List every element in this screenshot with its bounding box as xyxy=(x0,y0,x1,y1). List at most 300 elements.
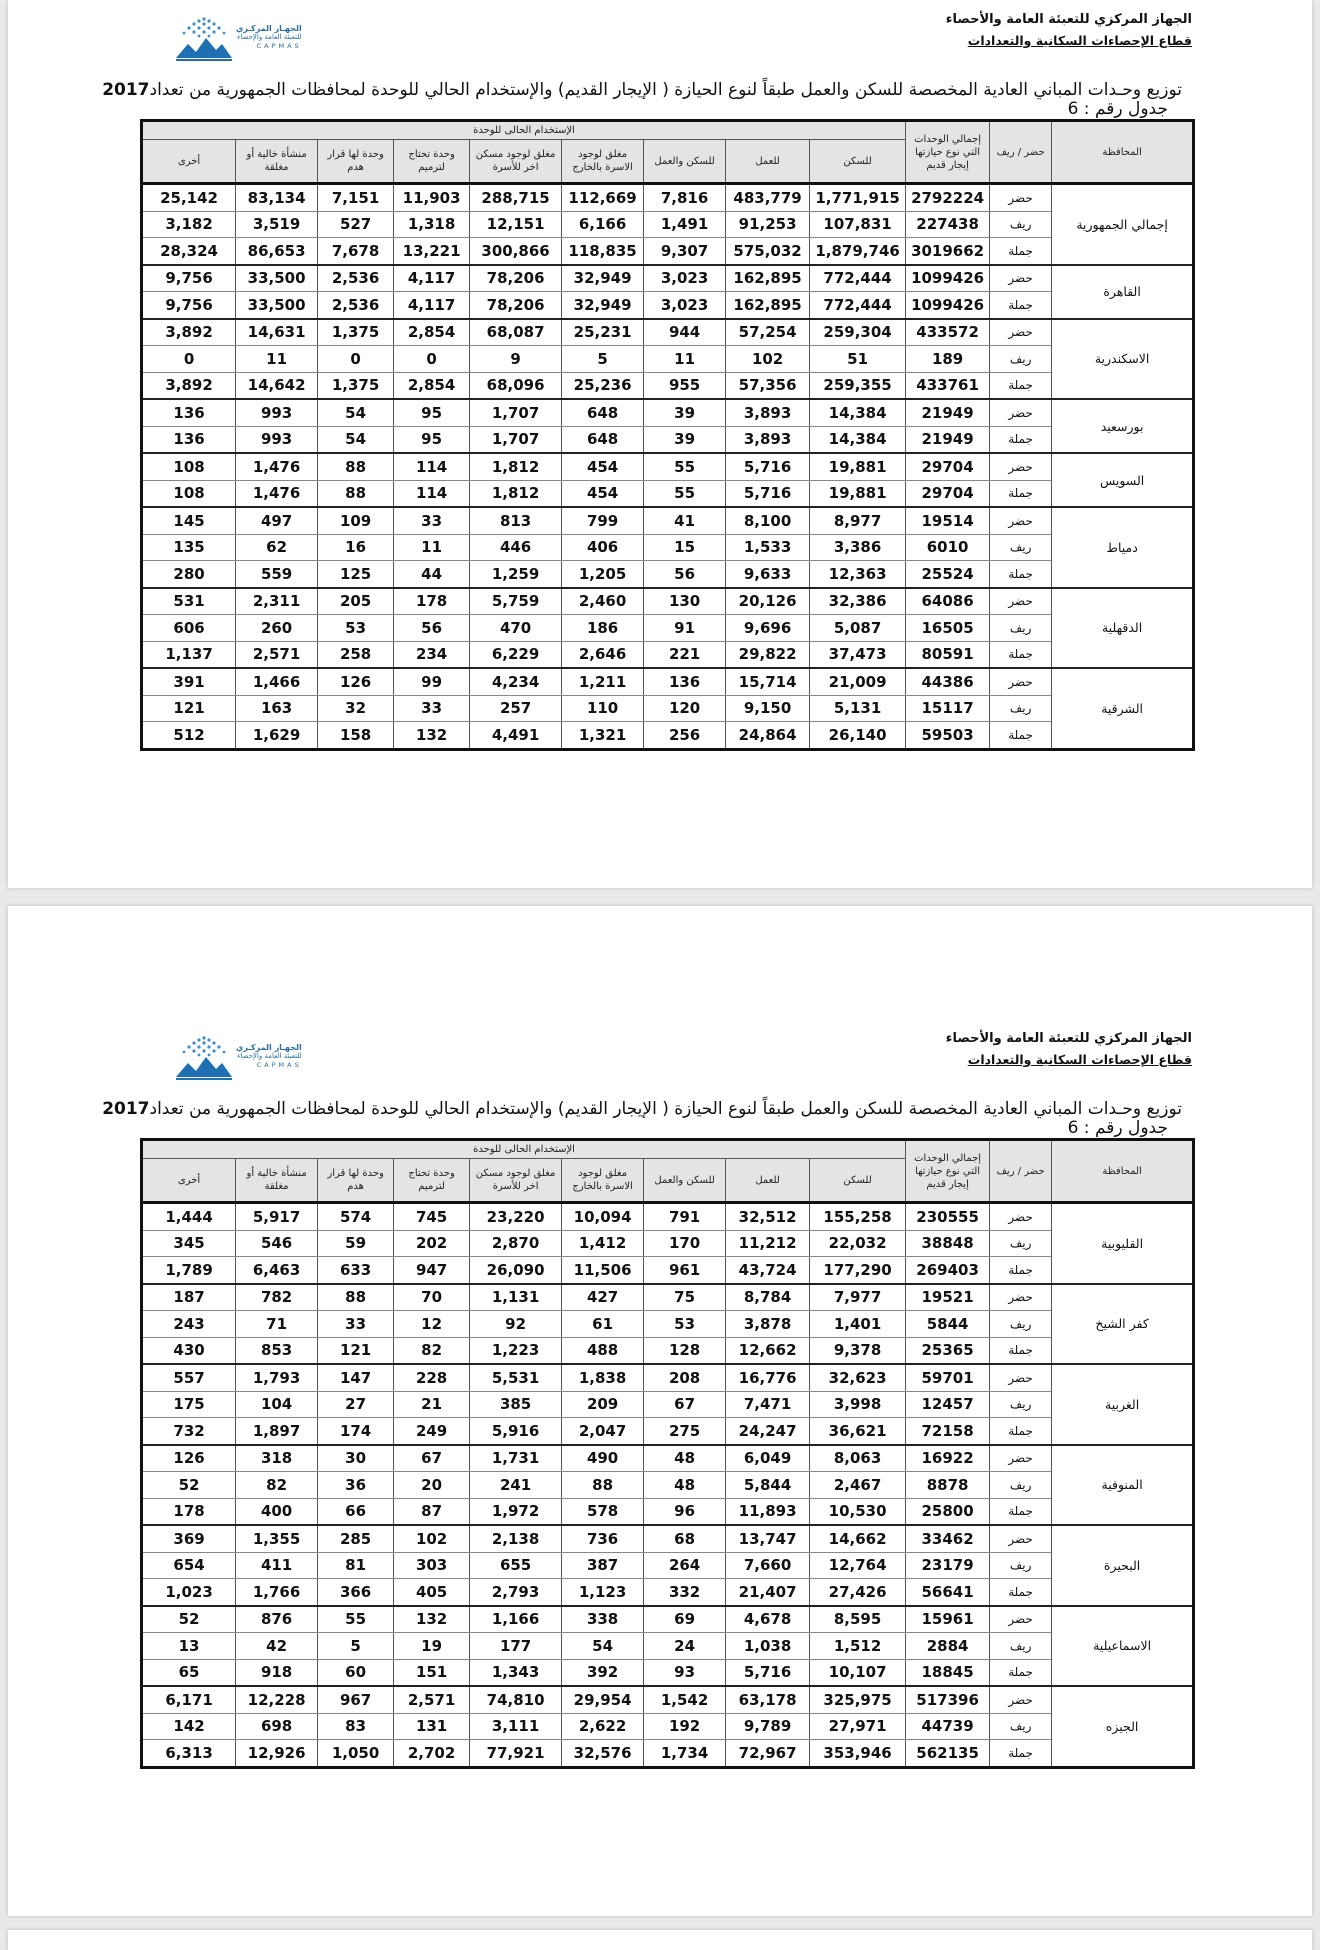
closed-other-cell: 1,812 xyxy=(470,453,562,480)
renovation-cell: 33 xyxy=(394,695,470,722)
capmas-logo-icon xyxy=(174,1033,234,1081)
residence-cell: 5,087 xyxy=(810,615,906,642)
area-type-cell: جملة xyxy=(990,1659,1052,1686)
other-cell: 65 xyxy=(142,1659,236,1686)
header-work: للعمل xyxy=(726,1159,810,1203)
other-cell: 512 xyxy=(142,722,236,750)
renovation-cell: 33 xyxy=(394,507,470,534)
other-cell: 3,182 xyxy=(142,211,236,238)
res-work-cell: 7,816 xyxy=(644,184,726,212)
table-title xyxy=(102,1099,1192,1119)
vacant-cell: 1,476 xyxy=(236,453,318,480)
res-work-cell: 69 xyxy=(644,1606,726,1633)
table-row xyxy=(142,1686,1194,1713)
res-work-cell: 264 xyxy=(644,1552,726,1579)
governorate-group xyxy=(142,453,1194,507)
vacant-cell: 260 xyxy=(236,615,318,642)
governorate-group xyxy=(142,1525,1194,1606)
renovation-cell: 12 xyxy=(394,1311,470,1338)
total-cell: 80591 xyxy=(906,641,990,668)
total-cell: 29704 xyxy=(906,453,990,480)
other-cell: 243 xyxy=(142,1311,236,1338)
res-work-cell: 275 xyxy=(644,1418,726,1445)
renovation-cell: 102 xyxy=(394,1525,470,1552)
other-cell: 531 xyxy=(142,588,236,615)
area-type-cell: جملة xyxy=(990,426,1052,453)
closed-other-cell: 5,531 xyxy=(470,1364,562,1391)
total-cell: 64086 xyxy=(906,588,990,615)
demolition-cell: 59 xyxy=(318,1230,394,1257)
total-cell: 1099426 xyxy=(906,292,990,319)
governorate-name: الجيزه xyxy=(1052,1686,1194,1767)
governorate-group xyxy=(142,319,1194,400)
table-row xyxy=(142,1364,1194,1391)
closed-other-cell: 5,759 xyxy=(470,588,562,615)
demolition-cell: 27 xyxy=(318,1391,394,1418)
residence-cell: 325,975 xyxy=(810,1686,906,1713)
table-title-year: 2017 xyxy=(102,80,150,100)
other-cell: 9,756 xyxy=(142,265,236,292)
res-work-cell: 136 xyxy=(644,668,726,695)
work-cell: 9,633 xyxy=(726,561,810,588)
table-row xyxy=(142,507,1194,534)
residence-cell: 353,946 xyxy=(810,1740,906,1768)
demolition-cell: 5 xyxy=(318,1633,394,1660)
closed-other-cell: 1,166 xyxy=(470,1606,562,1633)
other-cell: 557 xyxy=(142,1364,236,1391)
closed-other-cell: 78,206 xyxy=(470,292,562,319)
governorate-name: الاسكندرية xyxy=(1052,319,1194,400)
total-cell: 2884 xyxy=(906,1633,990,1660)
res-work-cell: 68 xyxy=(644,1525,726,1552)
closed-other-cell: 26,090 xyxy=(470,1257,562,1284)
work-cell: 32,512 xyxy=(726,1203,810,1231)
res-work-cell: 961 xyxy=(644,1257,726,1284)
agency-header xyxy=(946,1031,1192,1067)
table-row xyxy=(142,346,1194,373)
header-residence: للسكن xyxy=(810,140,906,184)
work-cell: 5,844 xyxy=(726,1472,810,1499)
other-cell: 1,444 xyxy=(142,1203,236,1231)
table-row xyxy=(142,1525,1194,1552)
renovation-cell: 11 xyxy=(394,534,470,561)
header-renovation: وحدة تحتاج لترميم xyxy=(394,1159,470,1203)
table-row xyxy=(142,292,1194,319)
table-row xyxy=(142,1713,1194,1740)
closed-other-cell: 4,491 xyxy=(470,722,562,750)
closed-other-cell: 6,229 xyxy=(470,641,562,668)
closed-other-cell: 1,731 xyxy=(470,1445,562,1472)
res-work-cell: 39 xyxy=(644,399,726,426)
closed-other-cell: 92 xyxy=(470,1311,562,1338)
total-cell: 18845 xyxy=(906,1659,990,1686)
area-type-cell: ريف xyxy=(990,1391,1052,1418)
closed-other-cell: 1,343 xyxy=(470,1659,562,1686)
closed-other-cell: 12,151 xyxy=(470,211,562,238)
governorate-name: دمياط xyxy=(1052,507,1194,588)
demolition-cell: 633 xyxy=(318,1257,394,1284)
table-number: جدول رقم : 6 xyxy=(1067,1118,1168,1138)
governorate-group xyxy=(142,1606,1194,1687)
res-work-cell: 55 xyxy=(644,480,726,507)
area-type-cell: ريف xyxy=(990,1311,1052,1338)
res-work-cell: 9,307 xyxy=(644,238,726,265)
area-type-cell: ريف xyxy=(990,534,1052,561)
vacant-cell: 400 xyxy=(236,1498,318,1525)
residence-cell: 772,444 xyxy=(810,292,906,319)
closed-other-cell: 1,131 xyxy=(470,1284,562,1311)
other-cell: 6,313 xyxy=(142,1740,236,1768)
table-row xyxy=(142,1337,1194,1364)
total-cell: 33462 xyxy=(906,1525,990,1552)
res-work-cell: 67 xyxy=(644,1391,726,1418)
vacant-cell: 163 xyxy=(236,695,318,722)
closed-other-cell: 655 xyxy=(470,1552,562,1579)
closed-other-cell: 257 xyxy=(470,695,562,722)
logo-line-1: الجهـاز المركـزي xyxy=(236,1043,302,1052)
area-type-cell: جملة xyxy=(990,561,1052,588)
closed-other-cell: 385 xyxy=(470,1391,562,1418)
renovation-cell: 95 xyxy=(394,399,470,426)
logo-caption xyxy=(236,24,302,50)
residence-cell: 19,881 xyxy=(810,480,906,507)
header-current-use: الإستخدام الحالى للوحدة xyxy=(142,1140,906,1159)
vacant-cell: 1,476 xyxy=(236,480,318,507)
other-cell: 732 xyxy=(142,1418,236,1445)
vacant-cell: 993 xyxy=(236,426,318,453)
closed-other-cell: 1,812 xyxy=(470,480,562,507)
residence-cell: 259,355 xyxy=(810,372,906,399)
demolition-cell: 7,678 xyxy=(318,238,394,265)
work-cell: 7,660 xyxy=(726,1552,810,1579)
total-cell: 5844 xyxy=(906,1311,990,1338)
res-work-cell: 955 xyxy=(644,372,726,399)
demolition-cell: 30 xyxy=(318,1445,394,1472)
work-cell: 24,864 xyxy=(726,722,810,750)
residence-cell: 772,444 xyxy=(810,265,906,292)
closed-other-cell: 9 xyxy=(470,346,562,373)
demolition-cell: 147 xyxy=(318,1364,394,1391)
residence-cell: 3,998 xyxy=(810,1391,906,1418)
closed-abroad-cell: 392 xyxy=(562,1659,644,1686)
res-work-cell: 130 xyxy=(644,588,726,615)
vacant-cell: 876 xyxy=(236,1606,318,1633)
demolition-cell: 16 xyxy=(318,534,394,561)
closed-abroad-cell: 387 xyxy=(562,1552,644,1579)
header-closed-other: مغلق لوجود مسكن اخر للأسرة xyxy=(470,140,562,184)
page-header xyxy=(140,1031,1192,1091)
area-type-cell: جملة xyxy=(990,1579,1052,1606)
res-work-cell: 75 xyxy=(644,1284,726,1311)
vacant-cell: 5,917 xyxy=(236,1203,318,1231)
work-cell: 57,254 xyxy=(726,319,810,346)
work-cell: 9,696 xyxy=(726,615,810,642)
governorate-name: الغربية xyxy=(1052,1364,1194,1445)
other-cell: 25,142 xyxy=(142,184,236,212)
governorate-name: كفر الشيخ xyxy=(1052,1284,1194,1365)
work-cell: 72,967 xyxy=(726,1740,810,1768)
demolition-cell: 205 xyxy=(318,588,394,615)
table-row xyxy=(142,1311,1194,1338)
total-cell: 72158 xyxy=(906,1418,990,1445)
governorate-group xyxy=(142,184,1194,265)
vacant-cell: 411 xyxy=(236,1552,318,1579)
renovation-cell: 151 xyxy=(394,1659,470,1686)
table-row xyxy=(142,588,1194,615)
other-cell: 136 xyxy=(142,426,236,453)
header-governorate: المحافظة xyxy=(1052,1140,1194,1203)
vacant-cell: 2,311 xyxy=(236,588,318,615)
area-type-cell: جملة xyxy=(990,1498,1052,1525)
area-type-cell: حضر xyxy=(990,668,1052,695)
renovation-cell: 947 xyxy=(394,1257,470,1284)
total-cell: 12457 xyxy=(906,1391,990,1418)
closed-abroad-cell: 578 xyxy=(562,1498,644,1525)
res-work-cell: 3,023 xyxy=(644,292,726,319)
other-cell: 13 xyxy=(142,1633,236,1660)
area-type-cell: ريف xyxy=(990,1713,1052,1740)
renovation-cell: 228 xyxy=(394,1364,470,1391)
table-header xyxy=(142,1140,1194,1203)
total-cell: 2792224 xyxy=(906,184,990,212)
demolition-cell: 55 xyxy=(318,1606,394,1633)
table-row xyxy=(142,426,1194,453)
area-type-cell: حضر xyxy=(990,184,1052,212)
header-res-work: للسكن والعمل xyxy=(644,1159,726,1203)
table-row xyxy=(142,238,1194,265)
demolition-cell: 366 xyxy=(318,1579,394,1606)
renovation-cell: 132 xyxy=(394,1606,470,1633)
work-cell: 12,662 xyxy=(726,1337,810,1364)
logo-line-3: CAPMAS xyxy=(256,1061,302,1069)
closed-abroad-cell: 25,231 xyxy=(562,319,644,346)
res-work-cell: 93 xyxy=(644,1659,726,1686)
closed-other-cell: 813 xyxy=(470,507,562,534)
vacant-cell: 1,897 xyxy=(236,1418,318,1445)
area-type-cell: جملة xyxy=(990,238,1052,265)
demolition-cell: 88 xyxy=(318,1284,394,1311)
res-work-cell: 192 xyxy=(644,1713,726,1740)
table-row xyxy=(142,1659,1194,1686)
area-type-cell: حضر xyxy=(990,1445,1052,1472)
table-row xyxy=(142,1740,1194,1768)
governorate-name: الاسماعيلية xyxy=(1052,1606,1194,1687)
governorate-group xyxy=(142,1364,1194,1445)
area-type-cell: جملة xyxy=(990,1418,1052,1445)
vacant-cell: 86,653 xyxy=(236,238,318,265)
closed-other-cell: 1,707 xyxy=(470,426,562,453)
work-cell: 483,779 xyxy=(726,184,810,212)
logo-caption xyxy=(236,1043,302,1069)
work-cell: 11,893 xyxy=(726,1498,810,1525)
table-row xyxy=(142,1445,1194,1472)
area-type-cell: ريف xyxy=(990,1633,1052,1660)
vacant-cell: 6,463 xyxy=(236,1257,318,1284)
demolition-cell: 7,151 xyxy=(318,184,394,212)
closed-other-cell: 2,138 xyxy=(470,1525,562,1552)
work-cell: 13,747 xyxy=(726,1525,810,1552)
closed-abroad-cell: 112,669 xyxy=(562,184,644,212)
renovation-cell: 405 xyxy=(394,1579,470,1606)
residence-cell: 5,131 xyxy=(810,695,906,722)
other-cell: 145 xyxy=(142,507,236,534)
governorate-group xyxy=(142,588,1194,669)
work-cell: 5,716 xyxy=(726,453,810,480)
other-cell: 52 xyxy=(142,1472,236,1499)
closed-abroad-cell: 1,211 xyxy=(562,668,644,695)
logo-line-1: الجهـاز المركـزي xyxy=(236,24,302,33)
renovation-cell: 87 xyxy=(394,1498,470,1525)
closed-abroad-cell: 427 xyxy=(562,1284,644,1311)
governorate-group xyxy=(142,265,1194,319)
demolition-cell: 32 xyxy=(318,695,394,722)
area-type-cell: ريف xyxy=(990,1472,1052,1499)
total-cell: 19514 xyxy=(906,507,990,534)
other-cell: 9,756 xyxy=(142,292,236,319)
closed-abroad-cell: 2,047 xyxy=(562,1418,644,1445)
closed-abroad-cell: 110 xyxy=(562,695,644,722)
total-cell: 433761 xyxy=(906,372,990,399)
vacant-cell: 3,519 xyxy=(236,211,318,238)
document-page-1 xyxy=(8,0,1312,888)
residence-cell: 1,401 xyxy=(810,1311,906,1338)
work-cell: 63,178 xyxy=(726,1686,810,1713)
other-cell: 391 xyxy=(142,668,236,695)
vacant-cell: 1,793 xyxy=(236,1364,318,1391)
document-page-3-edge xyxy=(8,1930,1312,1950)
work-cell: 5,716 xyxy=(726,480,810,507)
area-type-cell: حضر xyxy=(990,1364,1052,1391)
renovation-cell: 56 xyxy=(394,615,470,642)
residence-cell: 27,971 xyxy=(810,1713,906,1740)
vacant-cell: 42 xyxy=(236,1633,318,1660)
res-work-cell: 944 xyxy=(644,319,726,346)
closed-other-cell: 1,259 xyxy=(470,561,562,588)
closed-abroad-cell: 186 xyxy=(562,615,644,642)
residence-cell: 12,363 xyxy=(810,561,906,588)
demolition-cell: 54 xyxy=(318,426,394,453)
sheet-1 xyxy=(102,12,1192,751)
table-row xyxy=(142,1498,1194,1525)
total-cell: 3019662 xyxy=(906,238,990,265)
area-type-cell: جملة xyxy=(990,480,1052,507)
res-work-cell: 24 xyxy=(644,1633,726,1660)
demolition-cell: 2,536 xyxy=(318,265,394,292)
residence-cell: 21,009 xyxy=(810,668,906,695)
demolition-cell: 53 xyxy=(318,615,394,642)
logo-line-3: CAPMAS xyxy=(256,42,302,50)
demolition-cell: 1,050 xyxy=(318,1740,394,1768)
total-cell: 16922 xyxy=(906,1445,990,1472)
residence-cell: 8,063 xyxy=(810,1445,906,1472)
residence-cell: 51 xyxy=(810,346,906,373)
governorate-name: المنوفية xyxy=(1052,1445,1194,1526)
other-cell: 108 xyxy=(142,453,236,480)
other-cell: 52 xyxy=(142,1606,236,1633)
demolition-cell: 0 xyxy=(318,346,394,373)
table-row xyxy=(142,480,1194,507)
work-cell: 6,049 xyxy=(726,1445,810,1472)
total-cell: 59701 xyxy=(906,1364,990,1391)
area-type-cell: حضر xyxy=(990,507,1052,534)
demolition-cell: 574 xyxy=(318,1203,394,1231)
area-type-cell: حضر xyxy=(990,319,1052,346)
vacant-cell: 1,766 xyxy=(236,1579,318,1606)
area-type-cell: جملة xyxy=(990,292,1052,319)
table-row xyxy=(142,615,1194,642)
other-cell: 430 xyxy=(142,1337,236,1364)
capmas-logo xyxy=(174,14,304,64)
other-cell: 3,892 xyxy=(142,372,236,399)
governorate-name: القليوبية xyxy=(1052,1203,1194,1284)
total-cell: 6010 xyxy=(906,534,990,561)
res-work-cell: 120 xyxy=(644,695,726,722)
demolition-cell: 88 xyxy=(318,480,394,507)
closed-abroad-cell: 2,646 xyxy=(562,641,644,668)
sheet-2 xyxy=(102,1031,1192,1769)
closed-abroad-cell: 1,123 xyxy=(562,1579,644,1606)
governorate-name: الشرقية xyxy=(1052,668,1194,749)
total-cell: 15117 xyxy=(906,695,990,722)
renovation-cell: 0 xyxy=(394,346,470,373)
vacant-cell: 546 xyxy=(236,1230,318,1257)
renovation-cell: 1,318 xyxy=(394,211,470,238)
residence-cell: 155,258 xyxy=(810,1203,906,1231)
closed-abroad-cell: 118,835 xyxy=(562,238,644,265)
vacant-cell: 14,642 xyxy=(236,372,318,399)
total-cell: 517396 xyxy=(906,1686,990,1713)
work-cell: 21,407 xyxy=(726,1579,810,1606)
total-cell: 433572 xyxy=(906,319,990,346)
header-demolition: وحدة لها قرار هدم xyxy=(318,140,394,184)
renovation-cell: 82 xyxy=(394,1337,470,1364)
demolition-cell: 967 xyxy=(318,1686,394,1713)
residence-cell: 1,879,746 xyxy=(810,238,906,265)
table-row xyxy=(142,1472,1194,1499)
other-cell: 142 xyxy=(142,1713,236,1740)
work-cell: 91,253 xyxy=(726,211,810,238)
residence-cell: 7,977 xyxy=(810,1284,906,1311)
table-title-text: توزيع وحـدات المباني العادية المخصصة للسكن والعمل طبقاً لنوع الحيازة ( الإيجار القديم) والإستخدام الحالي للوحدة لمحافظات الجمهورية من تعداد xyxy=(149,80,1182,100)
other-cell: 136 xyxy=(142,399,236,426)
total-cell: 25365 xyxy=(906,1337,990,1364)
demolition-cell: 33 xyxy=(318,1311,394,1338)
demolition-cell: 2,536 xyxy=(318,292,394,319)
table-row xyxy=(142,184,1194,212)
closed-abroad-cell: 648 xyxy=(562,426,644,453)
capmas-logo-icon xyxy=(174,14,234,62)
closed-abroad-cell: 490 xyxy=(562,1445,644,1472)
work-cell: 57,356 xyxy=(726,372,810,399)
other-cell: 0 xyxy=(142,346,236,373)
document-page-2 xyxy=(8,906,1312,1916)
residence-cell: 259,304 xyxy=(810,319,906,346)
vacant-cell: 559 xyxy=(236,561,318,588)
renovation-cell: 70 xyxy=(394,1284,470,1311)
table-row xyxy=(142,372,1194,399)
governorate-name: القاهرة xyxy=(1052,265,1194,319)
res-work-cell: 15 xyxy=(644,534,726,561)
area-type-cell: ريف xyxy=(990,1230,1052,1257)
area-type-cell: جملة xyxy=(990,1257,1052,1284)
res-work-cell: 1,542 xyxy=(644,1686,726,1713)
header-urban-rural: حضر / ريف xyxy=(990,1140,1052,1203)
vacant-cell: 782 xyxy=(236,1284,318,1311)
agency-sector: قطاع الإحصاءات السكانية والتعدادات xyxy=(967,1052,1192,1067)
closed-abroad-cell: 2,460 xyxy=(562,588,644,615)
header-demolition: وحدة لها قرار هدم xyxy=(318,1159,394,1203)
header-urban-rural: حضر / ريف xyxy=(990,121,1052,184)
